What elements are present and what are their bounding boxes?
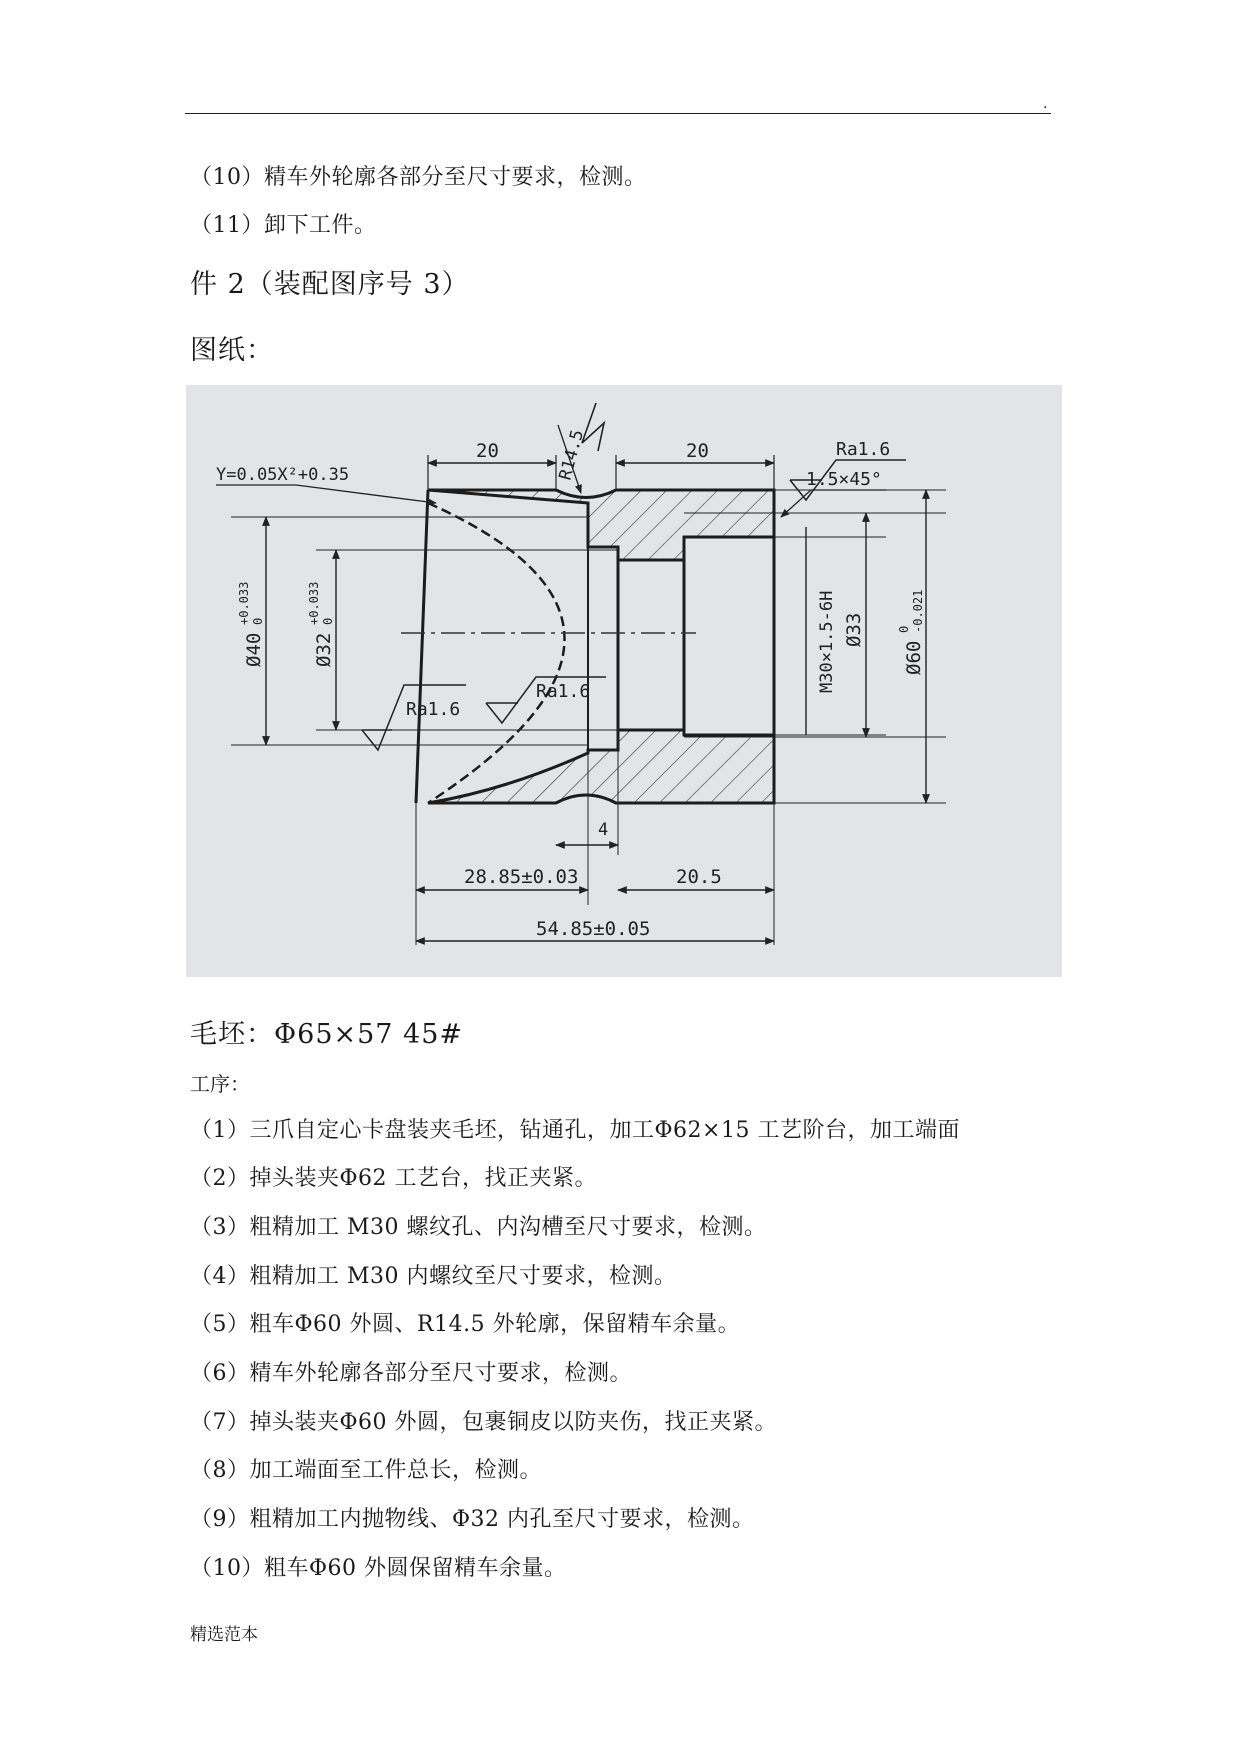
process-step: （8）加工端面至工件总长，检测。 (190, 1458, 542, 1483)
roughness-left-1: Ra1.6 (406, 699, 461, 720)
equation-label: Y=0.05X²+0.35 (216, 465, 350, 485)
roughness-left-2: Ra1.6 (536, 681, 591, 702)
dim-d60-tol: -0.021 (911, 589, 925, 633)
dim-radius: R14.5 (555, 427, 589, 483)
header-rule (185, 113, 1051, 114)
process-step: （4）粗精加工 M30 内螺纹至尺寸要求，检测。 (190, 1264, 677, 1289)
parabola-curve (428, 503, 565, 803)
dim-len-left: 28.85±0.03 (464, 866, 579, 888)
step-line: （11）卸下工件。 (190, 213, 377, 238)
process-step: （7）掉头装夹Φ60 外圆，包裹铜皮以防夹伤，找正夹紧。 (190, 1410, 778, 1435)
drawing-svg (186, 385, 1062, 977)
engineering-drawing (186, 385, 1062, 977)
process-label: 工序： (190, 1072, 250, 1096)
dim-d60-tol0: 0 (897, 625, 911, 633)
step-line: （10）精车外轮廓各部分至尺寸要求，检测。 (190, 165, 647, 190)
dim-thread: M30×1.5-6H (817, 590, 837, 693)
blank-spec: 毛坯：Φ65×57 45# (190, 1019, 464, 1050)
chamfer-label: 1.5×45° (806, 469, 882, 490)
header-mark: . (1043, 96, 1048, 112)
process-step: （9）粗精加工内抛物线、Φ32 内孔至尺寸要求，检测。 (190, 1507, 755, 1532)
dim-bore40-tol: +0.033 (237, 581, 251, 625)
dim-bore40: Ø40 (243, 632, 265, 667)
dim-top-left: 20 (476, 440, 499, 462)
dim-groove: 4 (598, 820, 609, 840)
process-step: （3）粗精加工 M30 螺纹孔、内沟槽至尺寸要求，检测。 (190, 1215, 767, 1240)
part-title: 件 2（装配图序号 3） (190, 269, 470, 300)
dim-bore32-tol: +0.033 (307, 581, 321, 625)
footer-text: 精选范本 (190, 1625, 258, 1645)
drawing-label: 图纸： (190, 335, 274, 366)
dim-d60: Ø60 (903, 640, 925, 675)
process-step: （10）粗车Φ60 外圆保留精车余量。 (190, 1556, 567, 1581)
dim-len-total: 54.85±0.05 (536, 918, 651, 940)
dim-bore32: Ø32 (313, 632, 335, 667)
process-step: （1）三爪自定心卡盘装夹毛坯，钻通孔，加工Φ62×15 工艺阶台，加工端面 (190, 1118, 960, 1143)
dim-bore32-tol0: 0 (321, 617, 335, 625)
dim-top-right: 20 (686, 440, 709, 462)
dim-d33: Ø33 (843, 612, 865, 647)
process-step: （2）掉头装夹Φ62 工艺台，找正夹紧。 (190, 1166, 598, 1191)
process-step: （5）粗车Φ60 外圆、R14.5 外轮廓，保留精车余量。 (190, 1312, 741, 1337)
dim-len-right: 20.5 (676, 866, 722, 888)
roughness-top: Ra1.6 (836, 439, 891, 460)
process-step: （6）精车外轮廓各部分至尺寸要求，检测。 (190, 1361, 632, 1386)
dim-bore40-tol0: 0 (251, 617, 265, 625)
